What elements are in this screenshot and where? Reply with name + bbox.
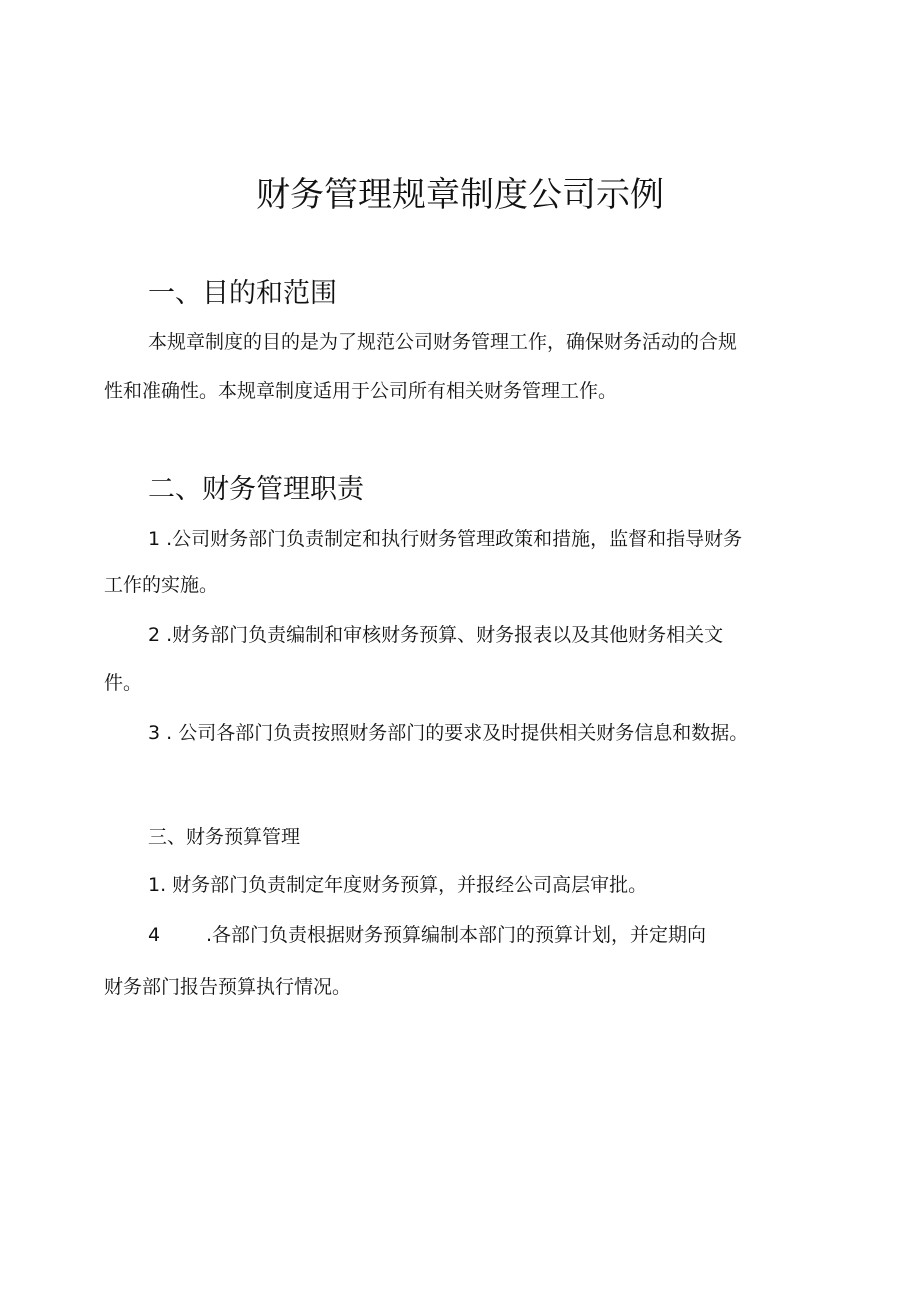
section3-item4-line1 [148, 920, 706, 950]
section2-heading: 二、财务管理职责 [148, 474, 364, 505]
section1-paragraph-line1: 本规章制度的目的是为了规范公司财务管理工作，确保财务活动的合规 [148, 331, 738, 353]
section3-item4-text: .各部门负责根据财务预算编制本部门的预算计划，并定期向 [206, 924, 707, 946]
section1-heading: 一、目的和范围 [148, 278, 337, 309]
section2-item2-number: 2 [148, 624, 161, 646]
section2-item1-number: 1 [148, 528, 161, 550]
section3-item4-line2: 财务部门报告预算执行情况。 [104, 976, 352, 998]
section3-item1: 1. 财务部门负责制定年度财务预算，并报经公司高层审批。 [148, 874, 648, 896]
document-title: 财务管理规章制度公司示例 [256, 175, 664, 215]
section3-item4-number: 4 [148, 924, 161, 946]
section2-item2-line2: 件。 [104, 672, 143, 694]
section2-item1-line1 [148, 524, 742, 554]
section1-paragraph-line2: 性和准确性。本规章制度适用于公司所有相关财务管理工作。 [104, 380, 618, 402]
section2-item3-text: . 公司各部门负责按照财务部门的要求及时提供相关财务信息和数据。 [166, 722, 749, 744]
section2-item1-text: .公司财务部门负责制定和执行财务管理政策和措施，监督和指导财务 [166, 528, 743, 550]
section2-item3-line1 [148, 718, 748, 748]
section3-heading: 三、财务预算管理 [148, 826, 301, 848]
section2-item2-text: .财务部门负责编制和审核财务预算、财务报表以及其他财务相关文 [166, 624, 724, 646]
section2-item3-number: 3 [148, 722, 161, 744]
section2-item1-line2: 工作的实施。 [104, 574, 219, 596]
section2-item2-line1 [148, 620, 723, 650]
